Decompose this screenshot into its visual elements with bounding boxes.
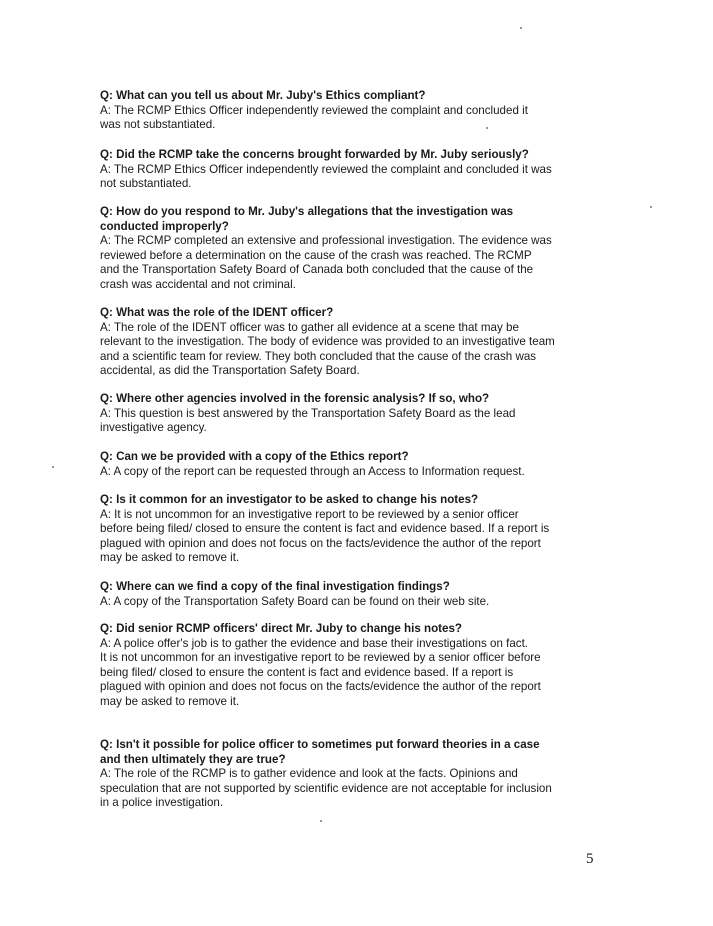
answer: A: A copy of the Transportation Safety Board can be found on their web site. <box>100 594 490 608</box>
qa-item-investigation-improper <box>100 205 600 293</box>
qa-item-ethics-report-copy <box>100 450 600 479</box>
scan-speck <box>486 127 488 129</box>
answer: A: A police offer's job is to gather the evidence and base their investigations on fact. It is not uncommon for an investigative report to be reviewed by a senior officer before being filed/ closed to ensure the content is fact and evidence based. If a report is plagued with opinion and does not focus on the facts/evidence the author of the report may be asked to remove it. <box>100 636 541 708</box>
answer: A: The RCMP Ethics Officer independently reviewed the complaint and concluded it was not substantiated. <box>100 162 552 191</box>
answer: A: It is not uncommon for an investigative report to be reviewed by a senior officer before being filed/ closed to ensure the content is fact and evidence based. If a report is plagued with opinion and does not focus on the facts/evidence the author of the report may be asked to remove it. <box>100 507 550 565</box>
qa-item-ethics-complaint <box>100 89 600 133</box>
question: Q: Can we be provided with a copy of the Ethics report? <box>100 450 409 463</box>
question: Q: How do you respond to Mr. Juby's allegations that the investigation was conducted improperly? <box>100 205 514 233</box>
answer: A: The role of the IDENT officer was to gather all evidence at a scene that may be relevant to the investigation. The body of evidence was provided to an investigative team and a scientific team for review. They both concluded that the cause of the crash was accidental, as did the Transportation Safety Board. <box>100 320 555 378</box>
page-number: 5 <box>586 851 594 867</box>
answer: A: The RCMP completed an extensive and professional investigation. The evidence was reviewed before a determination on the cause of the crash was reached. The RCMP and the Transportation Safety Board of Canada both concluded that the cause of the crash was accidental and not criminal. <box>100 234 552 291</box>
question: Q: Did the RCMP take the concerns brought forwarded by Mr. Juby seriously? <box>100 148 529 161</box>
question: Q: Where can we find a copy of the final investigation findings? <box>100 580 450 593</box>
scan-speck <box>52 466 54 468</box>
scan-speck <box>320 820 322 822</box>
question: Q: Did senior RCMP officers' direct Mr. Juby to change his notes? <box>100 622 463 635</box>
scan-speck <box>520 27 522 29</box>
answer: A: The role of the RCMP is to gather evidence and look at the facts. Opinions and speculation that are not supported by scientific evidence are not acceptable for inclusion in a police investigation. <box>100 767 552 810</box>
qa-item-senior-officers <box>100 622 600 710</box>
qa-item-ident-officer <box>100 306 600 379</box>
answer: A: A copy of the report can be requested through an Access to Information request. <box>100 464 525 478</box>
question: Q: Isn't it possible for police officer to sometimes put forward theories in a case and then ultimately they are true? <box>100 738 540 766</box>
qa-item-other-agencies <box>100 392 600 436</box>
qa-item-police-theories <box>100 738 600 811</box>
qa-item-concerns-seriously <box>100 148 600 192</box>
answer: A: This question is best answered by the Transportation Safety Board as the lead investigative agency. <box>100 406 516 435</box>
answer: A: The RCMP Ethics Officer independently reviewed the complaint and concluded it was not substantiated. <box>100 103 528 132</box>
question: Q: Is it common for an investigator to be asked to change his notes? <box>100 493 479 506</box>
qa-item-final-findings <box>100 580 600 609</box>
scan-speck <box>650 206 652 208</box>
question: Q: What was the role of the IDENT officer? <box>100 306 334 319</box>
question: Q: What can you tell us about Mr. Juby's Ethics compliant? <box>100 89 426 102</box>
qa-item-change-notes <box>100 493 600 566</box>
question: Q: Where other agencies involved in the forensic analysis? If so, who? <box>100 392 490 405</box>
